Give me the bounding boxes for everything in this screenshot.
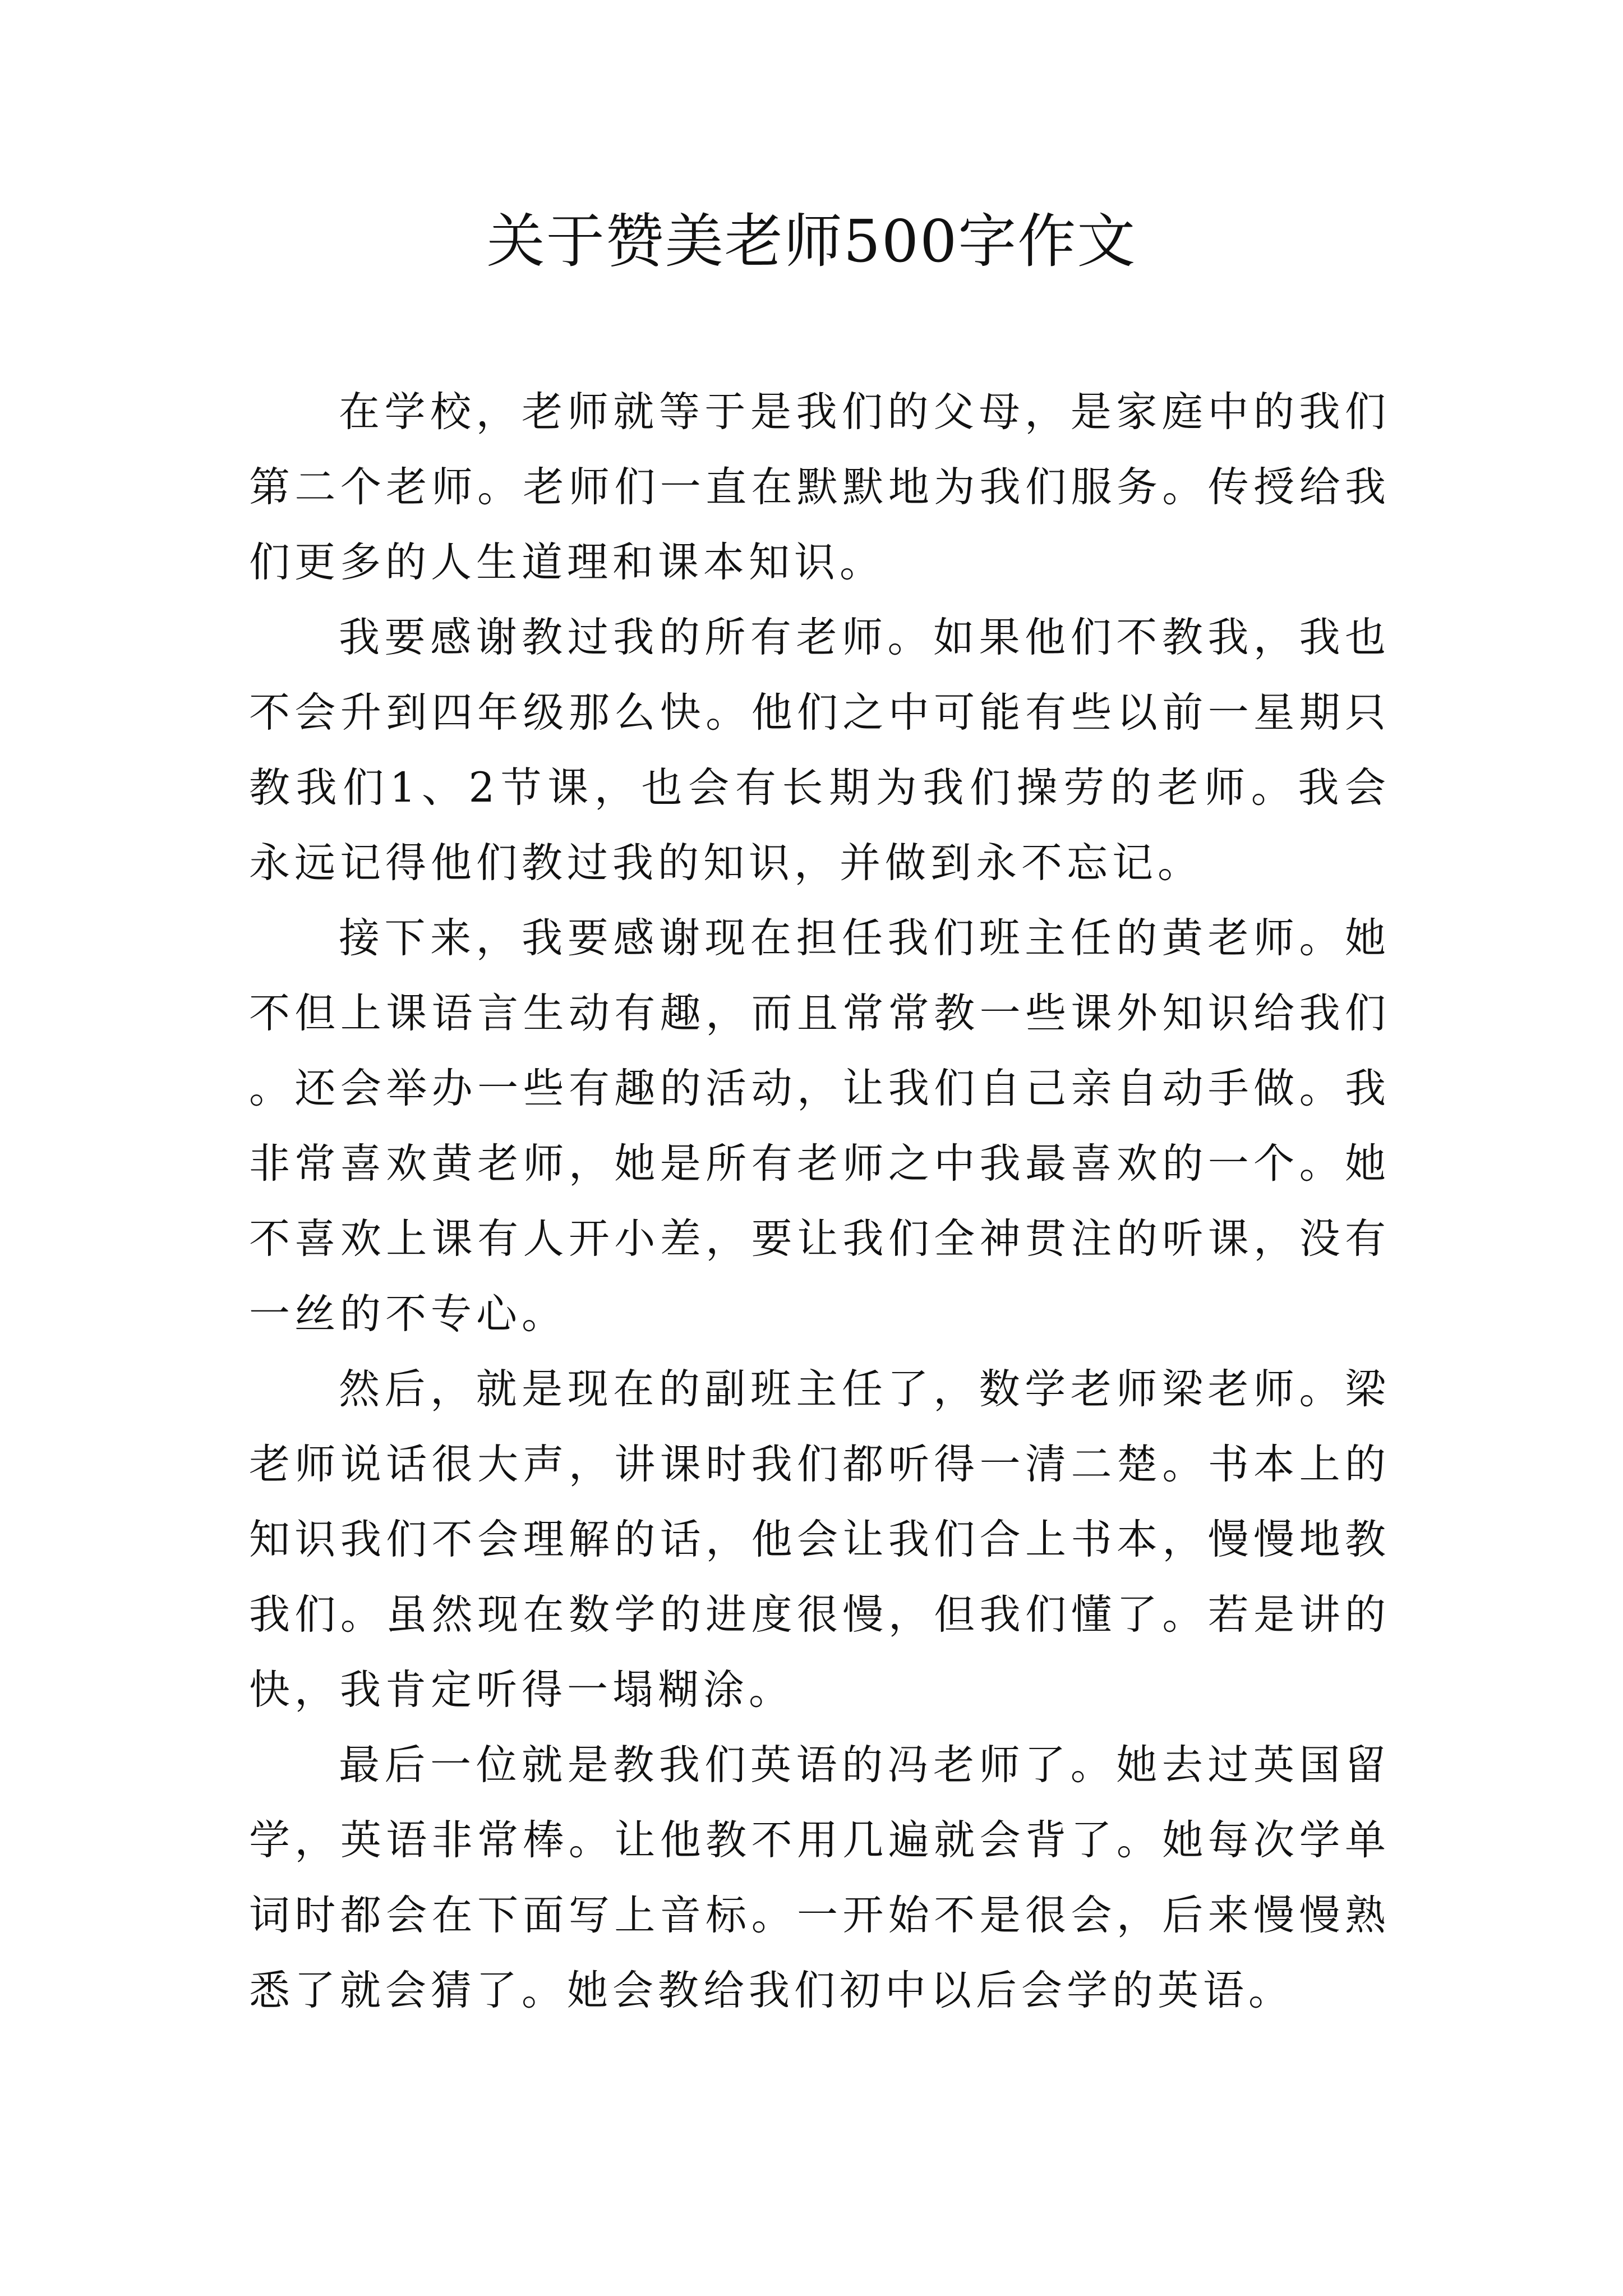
document-body — [249, 375, 1390, 2028]
paragraph: 接下来，我要感谢现在担任我们班主任的黄老师。她不但上课语言生动有趣，而且常常教一些课外知识给我们。还会举办一些有趣的活动，让我们自己亲自动手做。我非常喜欢黄老师，她是所有老师之中我最喜欢的一个。她不喜欢上课有人开小差，要让我们全神贯注的听课，没有一丝的不专心。 — [249, 914, 1390, 1338]
paragraph: 在学校，老师就等于是我们的父母，是家庭中的我们第二个老师。老师们一直在默默地为我们服务。传授给我们更多的人生道理和课本知识。 — [249, 388, 1390, 586]
document-title: 关于赞美老师500字作文 — [486, 207, 1137, 275]
paragraph: 我要感谢教过我的所有老师。如果他们不教我，我也不会升到四年级那么快。他们之中可能有些以前一星期只教我们1、2节课，也会有长期为我们操劳的老师。我会永远记得他们教过我的知识，并做到永不忘记。 — [249, 614, 1390, 887]
paragraph: 最后一位就是教我们英语的冯老师了。她去过英国留学，英语非常棒。让他教不用几遍就会背了。她每次学单词时都会在下面写上音标。一开始不是很会，后来慢慢熟悉了就会猜了。她会教给我们初中以后会学的英语。 — [249, 1741, 1390, 2014]
paragraph: 然后，就是现在的副班主任了，数学老师梁老师。梁老师说话很大声，讲课时我们都听得一清二楚。书本上的知识我们不会理解的话，他会让我们合上书本，慢慢地教我们。虽然现在数学的进度很慢，但我们懂了。若是讲的快，我肯定听得一塌糊涂。 — [249, 1365, 1390, 1714]
